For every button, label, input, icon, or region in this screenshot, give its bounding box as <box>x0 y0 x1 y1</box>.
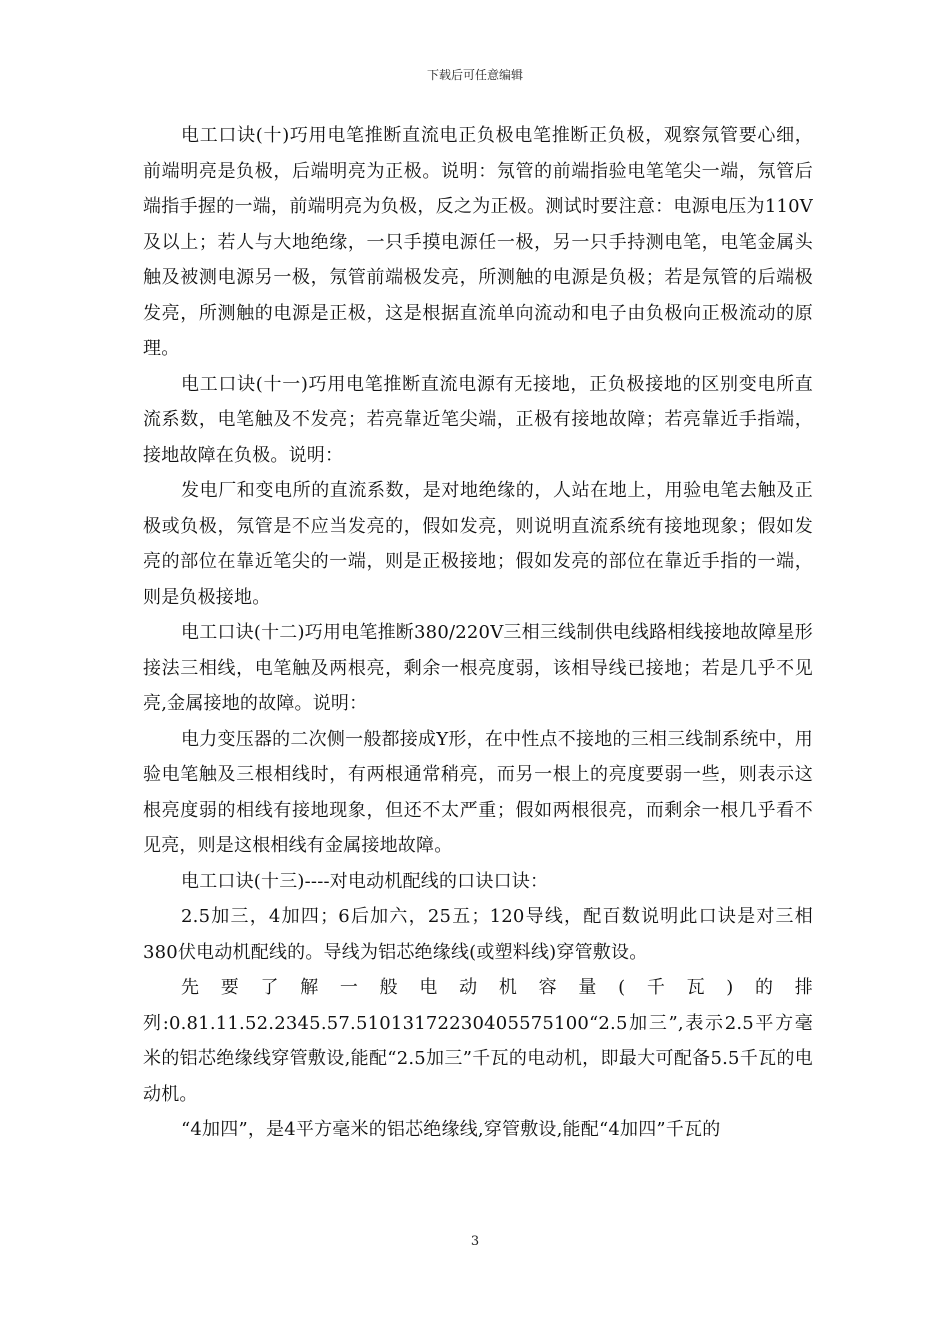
paragraph-4: 电工口诀(十二)巧用电笔推断380/220V三相三线制供电线路相线接地故障星形接法三相线，电笔触及两根亮，剩余一根亮度弱，该相导线已接地；若是几乎不见亮,金属接地的故障。说明： <box>143 622 813 714</box>
paragraph-6: 电工口诀(十三)----对电动机配线的口诀口诀： <box>181 870 549 892</box>
paragraph-5: 电力变压器的二次侧一般都接成Y形，在中性点不接地的三相三线制系统中，用验电笔触及三根相线时，有两根通常稍亮，而另一根上的亮度要弱一些，则表示这根亮度弱的相线有接地现象，但还不太严重；假如两根很亮，而剩余一根几乎看不见亮，则是这根相线有金属接地故障。 <box>143 728 813 856</box>
paragraph-2: 电工口诀(十一)巧用电笔推断直流电源有无接地，正负极接地的区别变电所直流系数，电笔触及不发亮；若亮靠近笔尖端，正极有接地故障；若亮靠近手指端，接地故障在负极。说明： <box>143 373 813 466</box>
paragraph-7: 2.5加三，4加四；6后加六，25五；120导线，配百数说明此口诀是对三相380伏电动机配线的。导线为铝芯绝缘线(或塑料线)穿管敷设。 <box>143 906 813 963</box>
body-text <box>143 118 813 1148</box>
paragraph-1: 电工口诀(十)巧用电笔推断直流电正负极电笔推断正负极，观察氖管要心细，前端明亮是负极，后端明亮为正极。说明：氖管的前端指验电笔笔尖一端，氖管后端指手握的一端，前端明亮为负极，反之为正极。测试时要注意：电源电压为110V及以上；若人与大地绝缘，一只手摸电源任一极，另一只手持测电笔，电笔金属头触及被测电源另一极，氖管前端极发亮，所测触的电源是负极；若是氖管的后端极发亮，所测触的电源是正极，这是根据直流单向流动和电子由负极向正极流动的原理。 <box>143 125 813 359</box>
paragraph-8: 先要了解一般电动机容量(千瓦)的排列:0.81.11.52.2345.57.51013172230405575100“2.5加三”,表示2.5平方毫米的铝芯绝缘线穿管敷设,能配“2.5加三”千瓦的电动机，即最大可配备5.5千瓦的电动机。 <box>143 977 813 1105</box>
page-number: 3 <box>470 1234 480 1249</box>
paragraph-3: 发电厂和变电所的直流系数，是对地绝缘的，人站在地上，用验电笔去触及正极或负极，氖管是不应当发亮的，假如发亮，则说明直流系统有接地现象；假如发亮的部位在靠近笔尖的一端，则是正极接地；假如发亮的部位在靠近手指的一端，则是负极接地。 <box>143 480 813 608</box>
page-header: 下载后可任意编辑 <box>426 68 523 82</box>
paragraph-9: “4加四”，是4平方毫米的铝芯绝缘线,穿管敷设,能配“4加四”千瓦的 <box>181 1119 721 1140</box>
